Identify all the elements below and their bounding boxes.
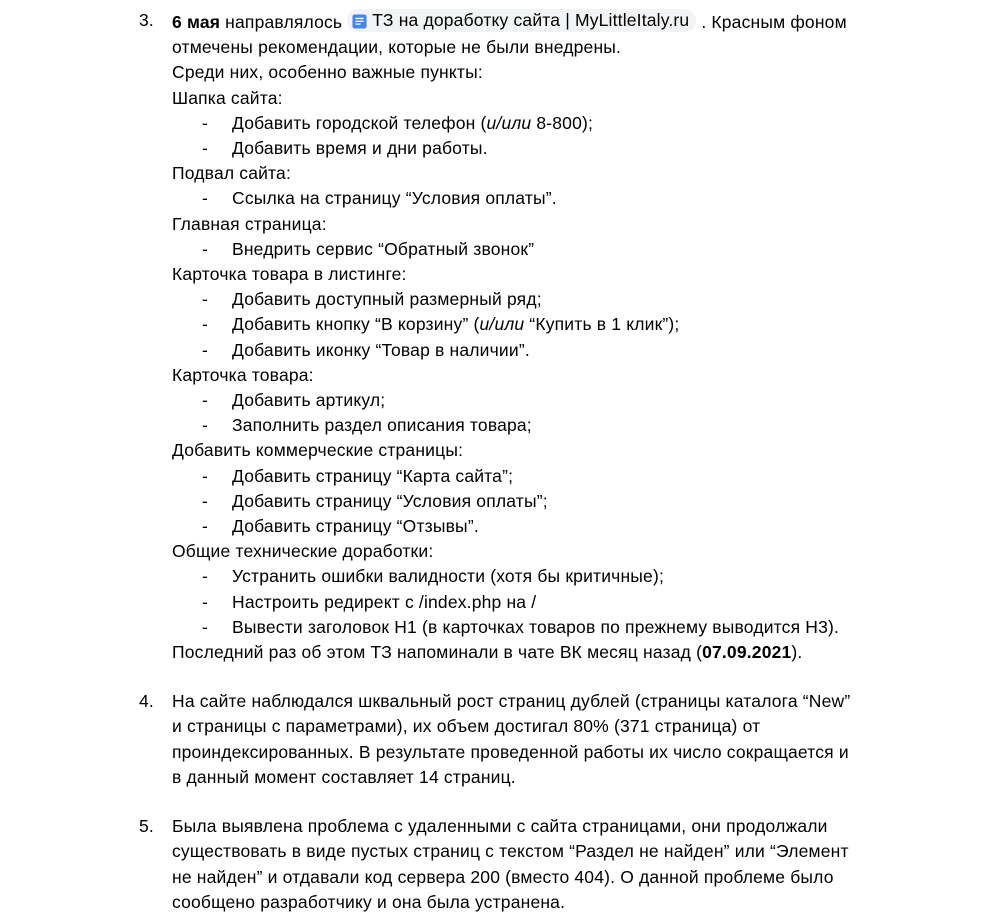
list-item (172, 287, 912, 312)
dash-list-product-card (172, 388, 912, 438)
group-heading-footer: Подвал сайта: (172, 163, 291, 184)
dash-list-homepage (172, 237, 912, 262)
dash-marker: - (202, 289, 209, 310)
list-item (172, 111, 912, 136)
dash-marker: - (202, 465, 209, 486)
list-item (172, 590, 912, 615)
list-item (172, 413, 912, 438)
item-3-closing-paragraph (172, 640, 912, 665)
lead-text-before-chip: направлялось (220, 12, 348, 32)
lead-text-after-chip: . Красным фоном отмечены рекомендации, которые не были внедрены. (172, 12, 847, 58)
list-item-3 (0, 8, 912, 665)
bullet-text-pre: Добавить иконку “Товар в наличии”. (232, 339, 530, 360)
dash-marker: - (202, 339, 209, 360)
bullet-text-italic: и/или (479, 314, 525, 335)
google-docs-icon (352, 13, 367, 28)
group-heading-product-card: Карточка товара: (172, 364, 314, 385)
bullet-text-pre: Добавить страницу “Отзывы”. (232, 516, 479, 537)
dash-marker: - (202, 112, 209, 133)
bullet-text-pre: Заполнить раздел описания товара; (232, 415, 532, 436)
dash-marker: - (202, 314, 209, 335)
bullet-text-pre: Добавить время и дни работы. (232, 138, 488, 159)
dash-marker: - (202, 591, 209, 612)
bullet-text-pre: Добавить страницу “Карта сайта”; (232, 465, 514, 486)
bullet-text-pre: Добавить кнопку “В корзину” ( (232, 314, 480, 335)
bullet-text-pre: Настроить редирект с /index.php на / (232, 591, 537, 612)
dash-marker: - (202, 415, 209, 436)
list-marker-3: 3. (139, 10, 154, 30)
list-item (172, 136, 912, 161)
bullet-text-pre: Внедрить сервис “Обратный звонок” (232, 238, 535, 259)
date-bold: 6 мая (172, 12, 221, 32)
smart-chip-label: ТЗ на доработку сайта | MyLittleItaly.ru (372, 10, 690, 30)
list-item (172, 338, 912, 363)
list-item (172, 615, 912, 640)
bullet-text-pre: Вывести заголовок H1 (в карточках товаров по прежнему выводится H3). (232, 616, 840, 637)
dash-marker: - (202, 390, 209, 411)
list-item (172, 388, 912, 413)
item-4-body: На сайте наблюдался шквальный рост страниц дублей (страницы каталога “New” и страницы с параметрами), их объем достигал 80% (371 страница) от проиндексированных. В результате проведенной работы их число сокращается и в данный момент составляет 14 страниц. (172, 691, 851, 787)
closing-date-bold: 07.09.2021 (702, 642, 792, 663)
closing-text-pre: Последний раз об этом ТЗ напоминали в чате ВК месяц назад ( (172, 642, 703, 663)
list-item (172, 237, 912, 262)
list-item (172, 186, 912, 211)
group-heading-header: Шапка сайта: (172, 87, 283, 108)
list-item (172, 514, 912, 539)
bullet-text-pre: Добавить доступный размерный ряд; (232, 289, 542, 310)
group-heading-technical: Общие технические доработки: (172, 541, 434, 562)
dash-marker: - (202, 490, 209, 511)
list-item (172, 312, 912, 337)
list-marker-5: 5. (139, 816, 154, 837)
item-3-lead-paragraph (172, 8, 894, 60)
dash-marker: - (202, 188, 209, 209)
dash-marker: - (202, 616, 209, 637)
bullet-text-pre: Добавить артикул; (232, 390, 386, 411)
dash-list-technical (172, 564, 912, 640)
list-item (172, 489, 912, 514)
list-item (172, 464, 912, 489)
bullet-text-italic: и/или (486, 112, 532, 133)
dash-marker: - (202, 138, 209, 159)
dash-list-commercial-pages (172, 464, 912, 540)
list-item (172, 564, 912, 589)
bullet-text-post: “Купить в 1 клик”); (524, 314, 680, 335)
smart-chip-link[interactable] (347, 9, 696, 32)
list-marker-4: 4. (139, 691, 154, 712)
list-item-5 (0, 814, 982, 915)
list-item-4 (0, 689, 982, 790)
closing-text-post: ). (791, 642, 803, 663)
dash-list-listing-card (172, 287, 912, 363)
item-3-intro-line: Среди них, особенно важные пункты: (172, 62, 483, 83)
dash-list-header (172, 111, 912, 161)
bullet-text-pre: Устранить ошибки валидности (хотя бы критичные); (232, 566, 664, 587)
group-heading-commercial-pages: Добавить коммерческие страницы: (172, 440, 464, 461)
bullet-text-pre: Ссылка на страницу “Условия оплаты”. (232, 188, 557, 209)
bullet-text-pre: Добавить городской телефон ( (232, 112, 487, 133)
dash-marker: - (202, 566, 209, 587)
numbered-list (0, 8, 982, 915)
group-heading-listing-card: Карточка товара в листинге: (172, 264, 407, 285)
group-heading-homepage: Главная страница: (172, 213, 327, 234)
dash-marker: - (202, 516, 209, 537)
bullet-text-post: 8-800); (531, 112, 594, 133)
item-5-body: Была выявлена проблема с удаленными с сайта страницами, они продолжали существовать в виде пустых страниц с текстом “Раздел не найден” или “Элемент не найден” и отдавали код сервера 200 (вместо 404). О данной проблеме было сообщено разработчику и она была устранена. (172, 816, 849, 912)
dash-marker: - (202, 238, 209, 259)
dash-list-footer (172, 186, 912, 211)
bullet-text-pre: Добавить страницу “Условия оплаты”; (232, 490, 548, 511)
